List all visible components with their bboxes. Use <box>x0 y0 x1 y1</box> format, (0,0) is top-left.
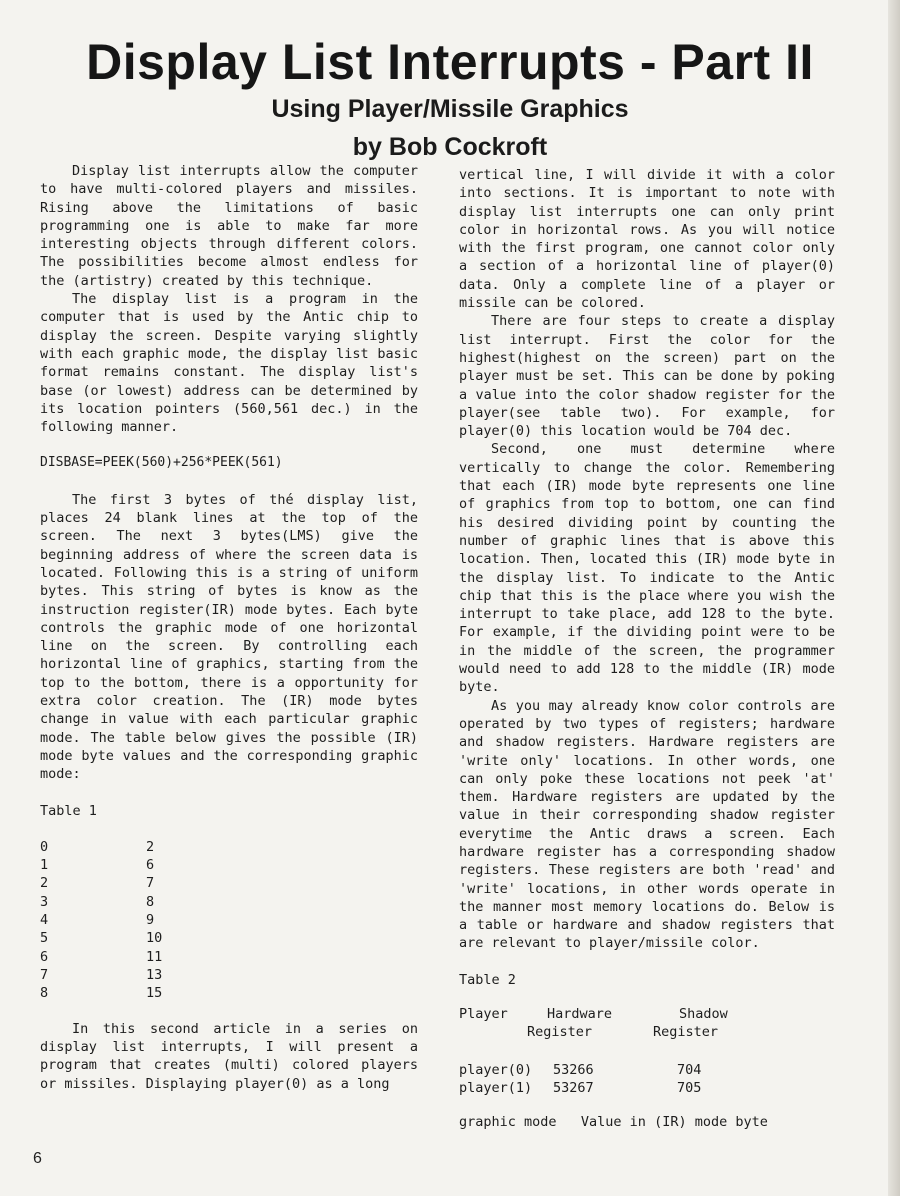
table1-cell: 2 <box>146 838 155 855</box>
article-subtitle: Using Player/Missile Graphics <box>271 95 629 123</box>
article-byline: by Bob Cockroft <box>352 133 548 161</box>
article-title: Display List Interrupts - Part II <box>86 34 814 90</box>
table1-col-mode <box>146 838 186 1003</box>
table1-cell: 0 <box>40 838 49 855</box>
table1-cell: 6 <box>146 857 155 874</box>
table2-caption: Table 2 <box>459 971 516 988</box>
table1-cell: 7 <box>146 875 155 892</box>
table2-cell-player: player(0) <box>459 1062 533 1079</box>
page-number: 6 <box>33 1150 42 1167</box>
paragraph: Display list interrupts allow the computer to have multi-colored players and missiles. Rising above the limitations of basic programming one is able to make far more interesting objects through different colors. The possibilities become almost endless for the (artistry) created by this technique. <box>40 163 418 289</box>
table1-cell: 9 <box>146 911 155 928</box>
formula: DISBASE=PEEK(560)+256*PEEK(561) <box>40 455 283 471</box>
paragraph: As you may already know color controls are operated by two types of registers; hardware and shadow registers. Hardware registers are 'write only' locations. In other words, one can only poke these locations not peek 'at' them. Hardware registers are updated by the value in their corresponding shadow register everytime the Antic draws a screen. Each hardware register has a corresponding shadow registers. These registers are both 'read' and 'write' locations, in other words operate in the manner most memory locations do. Below is a table or hardware and shadow registers that are relevant to player/missile color. <box>459 697 835 952</box>
paragraph: The first 3 bytes of thé display list, places 24 blank lines at the top of the screen. The next 3 bytes(LMS) give the beginning address of where the screen data is located. Following this is a string of uniform bytes. This string of bytes is know as the instruction register(IR) mode bytes. Each byte controls the graphic mode of one horizontal line on the screen. By controlling each horizontal line of graphics, starting from the top to the bottom, there is a opportunity for extra color creation. The (IR) mode bytes change in value with each particular graphic mode. The table below gives the possible (IR) mode byte values and the corresponding graphic mode: <box>40 491 418 783</box>
table1-cell: 8 <box>40 985 49 1002</box>
right-column <box>459 166 835 1131</box>
page-edge-shadow <box>888 0 900 1196</box>
table1-cell: 13 <box>146 966 163 983</box>
table1-cell: 10 <box>146 930 163 947</box>
table2-header-hardware-register: Register <box>527 1024 593 1041</box>
table2-body <box>459 1061 835 1099</box>
table1-cell: 6 <box>40 948 49 965</box>
paragraph: There are four steps to create a display list interrupt. First the color for the highest(highest on the screen) part on the player must be set. This can be done by poking a value into the color shadow register for the player(see table two). For example, for player(0) this location would be 704 dec. <box>459 313 835 440</box>
table2-header-hardware: Hardware <box>547 1006 613 1023</box>
table2-cell-hardware: 53266 <box>553 1062 594 1079</box>
left-column <box>40 162 418 1093</box>
table1-cell: 5 <box>40 930 49 947</box>
table1-cell: 7 <box>40 966 49 983</box>
table2-header-player: Player <box>459 1006 508 1023</box>
table1-caption: Table 1 <box>40 802 97 819</box>
paragraph: The display list is a program in the computer that is used by the Antic chip to display the screen. Despite varying slightly with each graphic mode, the display list basic format remains constant. The display list's base (or lowest) address can be determined by its location pointers (560,561 dec.) in the following manner. <box>40 291 418 436</box>
table2-cell-hardware: 53267 <box>553 1080 594 1097</box>
table1-cell: 15 <box>146 985 163 1002</box>
table2-cell-shadow: 705 <box>677 1080 702 1097</box>
table3-header-line: graphic mode Value in (IR) mode byte <box>459 1114 768 1131</box>
table2-header-shadow-register: Register <box>653 1024 719 1041</box>
table1-cell: 11 <box>146 948 163 965</box>
table2-header <box>459 1005 835 1045</box>
table2-header-shadow: Shadow <box>679 1006 728 1023</box>
paragraph: In this second article in a series on display list interrupts, I will present a program that creates (multi) colored players or missiles. Displaying player(0) as a long <box>40 1020 418 1092</box>
table1-col-ir <box>40 838 80 1003</box>
table1-cell: 8 <box>146 893 155 910</box>
table1-cell: 2 <box>40 875 49 892</box>
table2-cell-shadow: 704 <box>677 1062 702 1079</box>
paragraph: Second, one must determine where vertically to change the color. Remembering that each (IR) mode byte represents one line of graphics from top to bottom, one can find his desired dividing point by counting the number of graphic lines that is above this location. Then, located this (IR) mode byte in the display list. To indicate to the Antic chip that this is the place where you wish the interrupt to take place, add 128 to the byte. For example, if the dividing point were to be in the middle of the screen, the programmer would need to add 128 to the middle (IR) mode byte. <box>459 441 835 696</box>
table1 <box>40 838 418 1004</box>
table2-cell-player: player(1) <box>459 1080 533 1097</box>
table1-cell: 1 <box>40 857 49 874</box>
table1-cell: 4 <box>40 911 49 928</box>
paragraph: vertical line, I will divide it with a color into sections. It is important to note with display list interrupts one can only print color in horizontal rows. As you will notice with the first program, one cannot color only a section of a horizontal line of player(0) data. Only a complete line of a player or missile can be colored. <box>459 167 835 312</box>
table1-cell: 3 <box>40 893 49 910</box>
